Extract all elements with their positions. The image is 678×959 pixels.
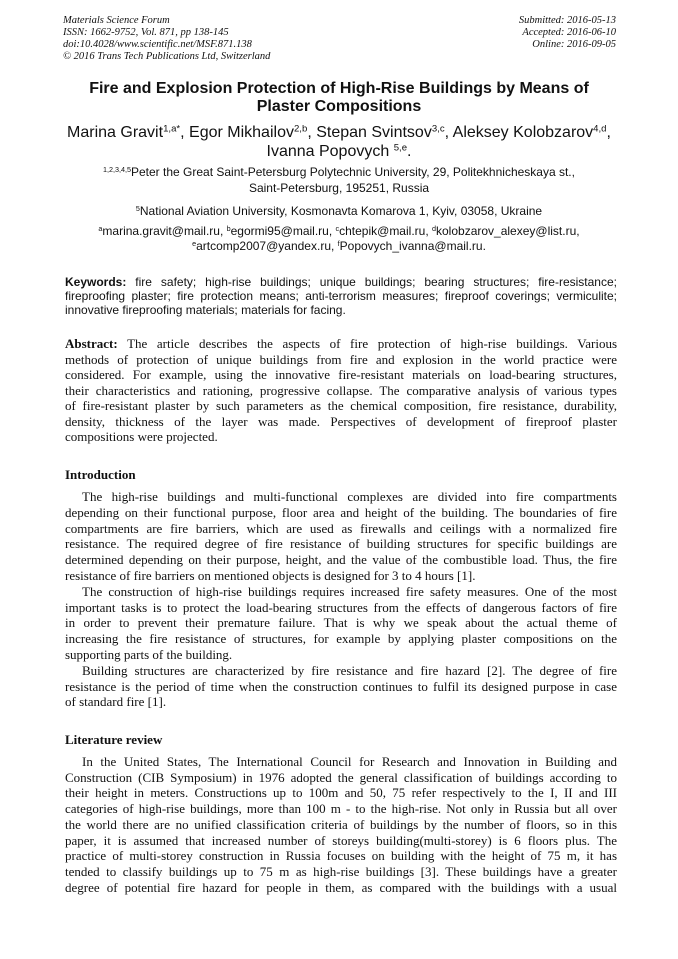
email: marina.gravit@mail.ru, <box>102 224 227 238</box>
paragraph <box>65 489 617 584</box>
author-name: Marina Gravit <box>67 124 164 141</box>
submitted-date: Submitted: 2016-05-13 <box>518 15 616 26</box>
text-line: The construction of high-rise buildings requires increased fire safety measures. One of the most <box>82 583 617 599</box>
author-name: Ivanna Popovych <box>266 143 394 160</box>
author-name: Egor Mikhailov <box>189 124 294 141</box>
abstract-label: Abstract: <box>65 336 118 351</box>
text-line: In the United States, The International Council for Research and Innovation in Building and <box>82 754 617 769</box>
author-name: Aleksey Kolobzarov <box>452 124 594 141</box>
journal-name: Materials Science Forum <box>63 15 170 26</box>
keywords-label: Keywords: <box>65 275 127 289</box>
paragraph <box>65 584 617 663</box>
email-sup: e <box>192 239 197 249</box>
text-line: resistance. The required degree of fire resistance of building structures for specific buildings are <box>65 536 617 552</box>
author-name: Stepan Svintsov <box>316 124 432 141</box>
text-line: The high-rise buildings and multi-functional complexes are divided into fire compartments <box>82 489 617 504</box>
email: chtepik@mail.ru, <box>339 224 432 238</box>
text-line: important tasks is to protect the load-bearing structures from the effects of dangerous factors of fire <box>65 599 617 615</box>
email-list <box>40 224 638 254</box>
text-line: Building structures are characterized by fire resistance and fire hazard [2]. The degree of fire <box>82 662 617 678</box>
paragraph <box>65 754 617 895</box>
email: kolobzarov_alexey@list.ru, <box>436 224 580 238</box>
abstract-text: density, thickness of the layer was made. Perspectives of development of fireproof plaster <box>65 413 617 429</box>
affiliation-text: Peter the Great Saint-Petersburg Polytechnic University, 29, Politekhnicheskaya st., <box>130 165 575 179</box>
keywords-text: fireproofing plaster; fire protection means; anti-terrorism measures; fireproof coverings; vermiculite; <box>65 289 617 303</box>
text-line: degree of potential fire hazard for people in them, as compared with the buildings with a usual <box>65 879 617 895</box>
section-literature-review <box>65 754 617 895</box>
keywords <box>65 275 617 317</box>
text-line: categories of high-rise buildings, more than 100 m - to the high-rise. Not only in Russia but all over <box>65 801 617 817</box>
section-heading: Literature review <box>65 732 163 747</box>
copyright: © 2016 Trans Tech Publications Ltd, Switzerland <box>63 51 271 62</box>
author-sup: 4,d <box>593 123 607 135</box>
text-line: their height in meters. Constructions up to 100m and 50, 75 refer respectively to the I, II and III <box>65 785 617 801</box>
text-line: supporting parts of the building. <box>65 646 233 662</box>
online-date: Online: 2016-09-05 <box>532 39 616 50</box>
title-line: Plaster Compositions <box>256 98 422 115</box>
text-line: Construction (CIB Symposium) in 1976 adopted the general classification of buildings according to <box>65 769 617 785</box>
affiliation-2 <box>40 203 638 219</box>
email: Popovych_ivanna@mail.ru. <box>339 239 486 253</box>
keywords-text: innovative fireproofing materials; materials for facing. <box>65 303 346 317</box>
text-line: resistance of fire barriers on mentioned objects is designed for 3 to 4 hours [1]. <box>65 567 476 583</box>
text-line: the world there are no unified classification criteria of buildings by the number of floors, so in this <box>65 816 617 832</box>
section-heading: Introduction <box>65 467 136 482</box>
email-sup: a <box>98 224 103 234</box>
paper-title <box>40 80 638 116</box>
abstract <box>65 336 617 445</box>
section-introduction <box>65 489 617 710</box>
issn: ISSN: 1662-9752, Vol. 871, pp 138-145 <box>63 27 229 38</box>
author-sup: 2,b <box>293 123 308 135</box>
text-line: increasing the fire resistance of structures, for example by applying plaster compositions on the <box>65 631 617 647</box>
email: egormi95@mail.ru, <box>230 224 336 238</box>
abstract-text: their characteristics and rationing, progressive collapse. The comparative analysis of various types <box>65 382 617 398</box>
keywords-text: fire safety; high-rise buildings; unique buildings; bearing structures; fire-resistance; <box>126 275 617 289</box>
text-line: determined depending on their purpose, height, and the value of the combustible load. Thus, the fire <box>65 552 617 568</box>
affiliation-text: Saint-Petersburg, 195251, Russia <box>248 181 430 195</box>
affiliation-text: National Aviation University, Kosmonavta Komarova 1, Kyiv, 03058, Ukraine <box>139 204 543 218</box>
text-line: paper, it is assumed that increased number of storeys building(multi-storey) is 6 floors plus. The <box>65 832 617 848</box>
paragraph <box>65 663 617 710</box>
affiliation-sup: 1,2,3,4,5 <box>103 165 131 175</box>
email-sup: f <box>337 239 340 249</box>
author-sup: 3,c <box>431 123 445 135</box>
doi: doi:10.4028/www.scientific.net/MSF.871.138 <box>63 39 252 50</box>
author-sup: 5,e <box>393 142 408 154</box>
affiliation-sup: 5 <box>135 204 140 214</box>
author-sup: 1,a* <box>163 123 181 135</box>
text-line: of standard fire [1]. <box>65 694 167 710</box>
title-line: Fire and Explosion Protection of High-Rise Buildings by Means of <box>89 80 589 97</box>
journal-info <box>63 15 270 63</box>
abstract-text: The article describes the aspects of fire protection of high-rise buildings. Various <box>117 336 617 351</box>
abstract-text: considered. For example, using the innovative fire-resistant materials on load-bearing structures, <box>65 367 617 382</box>
text-line: in order to prevent their premature failure. That is why we speak about the actual theme of <box>65 615 617 631</box>
text-line: practice of multi-storey construction in Russia focuses on building with the height of 75 m, it has <box>65 848 617 864</box>
email-sup: c <box>335 224 340 234</box>
abstract-text: of fire-resistant plaster by such parameters as the chemical composition, fire resistance, durability, <box>65 398 617 413</box>
abstract-text: methods of protection of unique buildings from fire and explosion in the world practice were <box>65 351 617 367</box>
email-sup: b <box>226 224 231 234</box>
abstract-text: compositions were projected. <box>65 429 218 444</box>
accepted-date: Accepted: 2016-06-10 <box>522 27 616 38</box>
text-line: depending on their functional purpose, floor area and height of the building. The boundaries of fire <box>65 504 617 520</box>
text-line: tended to classify buildings up to 75 m as high-rise buildings [3]. These buildings have a greater <box>65 863 617 879</box>
text-line: resistance is the period of time when the construction continues to fulfil its designed purpose in case <box>65 678 617 694</box>
text-line: compartments are fire barriers, which are used as firewalls and ceilings with a normalized fire <box>65 520 617 536</box>
author-list: Marina Gravit$^{1,a*}$, Egor Mikhailov$^{2,b}$, Stepan Svintsov$^{3,c}$, Aleksey Kolobzarov$^{4,d}$, Ivanna Popovych $^{5,e}$. <box>67 123 611 160</box>
affiliation-1 <box>40 164 638 196</box>
email-sup: d <box>432 224 436 234</box>
email: artcomp2007@yandex.ru, <box>196 239 338 253</box>
dates <box>519 15 616 51</box>
